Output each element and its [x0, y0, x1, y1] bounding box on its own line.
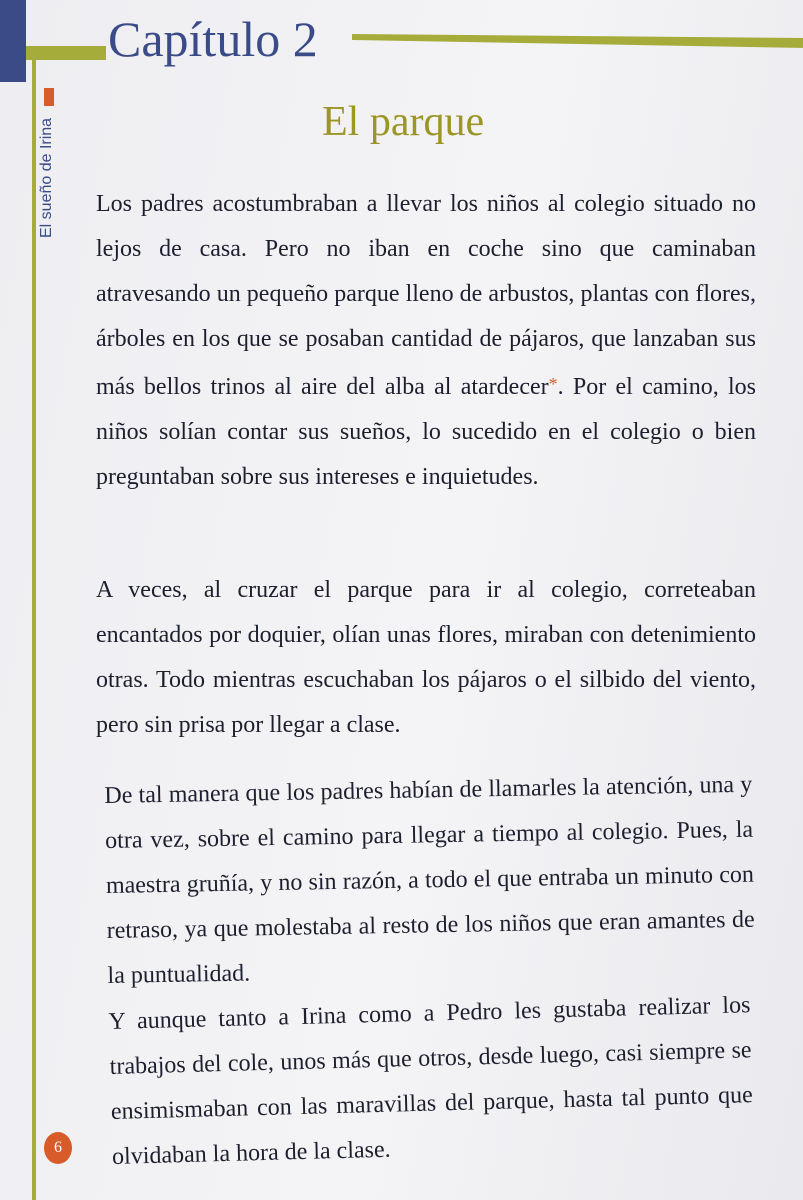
left-margin-rule [32, 50, 36, 1200]
paragraph-4: Y aunque tanto a Irina como a Pedro les gustaba realizar los trabajos del cole, unos más que otros, desde luego, casi siempre se ensimismaban con las maravillas del parque, hasta tal punto que olvidaban la hora de la clase. [108, 992, 754, 1170]
footnote-star: * [548, 374, 558, 394]
running-book-title: El sueño de Irina [38, 117, 55, 238]
paragraph-1-text-b: . Por el camino, los niños solían contar sus sueños, lo sucedido en el colegio o bien preguntaban sobre sus intereses e inquietudes. [96, 374, 757, 490]
header-rule [352, 28, 803, 50]
page-number-badge: 6 [44, 1132, 72, 1164]
paragraph-1 [96, 182, 756, 500]
paragraph-1-text-a: Los padres acostumbraban a llevar los niños al colegio situado no lejos de casa. Pero no iban en coche sino que caminaban atravesando un pequeño parque lleno de arbustos, plantas con flores, árboles en los que se posaban cantidad de pájaros, que lanzaban sus más bellos trinos al aire del alba al atardecer [96, 191, 756, 400]
side-tab-marker [44, 88, 54, 106]
paragraph-2: A veces, al cruzar el parque para ir al colegio, correteaban encantados por doquier, olían unas flores, miraban con detenimiento otras. Todo mientras escuchaban los pájaros o el silbido del viento, pero sin prisa por llegar a clase. [96, 577, 756, 738]
paragraph-3: De tal manera que los padres habían de llamarles la atención, una y otra vez, sobre el camino para llegar a tiempo al colegio. Pues, la maestra gruñía, y no sin razón, a todo el que entraba un minuto con retraso, ya que molestaba al resto de los niños que eran amantes de la puntualidad. [104, 771, 755, 989]
top-left-band [26, 46, 106, 60]
corner-color-block [0, 0, 26, 82]
section-title: El parque [322, 99, 485, 145]
chapter-label: Capítulo 2 [108, 11, 318, 67]
